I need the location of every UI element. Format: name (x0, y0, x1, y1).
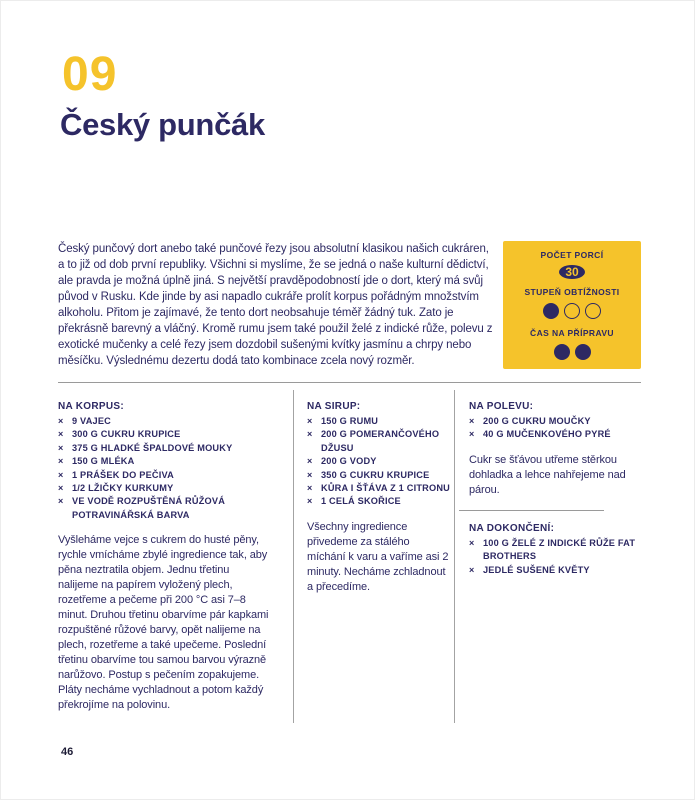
ingredient-item (58, 428, 271, 441)
ingredient-text: 350 G CUKRU KRUPICE (321, 469, 430, 480)
dot-filled-icon (543, 303, 559, 319)
dot-hollow-icon (564, 303, 580, 319)
sirup-ingredient-list (307, 415, 450, 509)
dot-hollow-icon (585, 303, 601, 319)
ingredient-text: 9 VAJEC (72, 416, 112, 426)
ingredient-text: KŮRA I ŠŤÁVA Z 1 CITRONU (321, 483, 450, 494)
dot-filled-icon (575, 344, 591, 360)
ingredient-item (307, 428, 450, 455)
ingredient-text: 200 G POMERANČOVÉHO DŽUSU (321, 429, 440, 453)
column-divider (459, 510, 604, 511)
ingredient-item (58, 482, 271, 495)
ingredient-text: VE VODĚ ROZPUŠTĚNÁ RŮŽOVÁ POTRAVINÁŘSKÁ BARVA (72, 496, 226, 520)
cross-bullet-icon: × (469, 537, 475, 548)
cross-bullet-icon: × (307, 456, 313, 467)
dokonceni-ingredient-list (469, 537, 639, 577)
polevu-heading: NA POLEVU: (469, 401, 534, 412)
ingredient-item (58, 442, 271, 455)
ingredient-item (469, 415, 639, 428)
polevu-method: Cukr se šťávou utřeme stěrkou dohladka a lehce nahřejeme nad párou. (469, 453, 626, 496)
cross-bullet-icon: × (58, 429, 64, 440)
ingredient-text: 1 CELÁ SKOŘICE (321, 496, 401, 507)
cross-bullet-icon: × (469, 564, 475, 575)
ingredient-text: 40 G MUČENKOVÉHO PYRÉ (483, 429, 611, 440)
column-polevu (454, 390, 641, 723)
column-korpus (58, 390, 293, 723)
ingredient-item (469, 537, 639, 564)
ingredient-item (307, 469, 450, 482)
sirup-heading: NA SIRUP: (307, 401, 361, 412)
ingredient-item (307, 455, 450, 468)
dot-filled-icon (554, 344, 570, 360)
korpus-ingredient-list (58, 415, 271, 522)
section-divider (58, 382, 641, 383)
ingredient-item (307, 495, 450, 508)
ingredient-item (58, 455, 271, 468)
cross-bullet-icon: × (58, 469, 64, 480)
ingredient-text: 200 G CUKRU MOUČKY (483, 416, 591, 426)
cross-bullet-icon: × (307, 483, 313, 494)
korpus-heading: NA KORPUS: (58, 401, 124, 412)
cross-bullet-icon: × (58, 456, 64, 467)
servings-badge: 30 (559, 265, 585, 279)
servings-label: POČET PORCÍ (540, 250, 604, 260)
intro-paragraph: Český punčový dort anebo také punčové řezy jsou absolutní klasikou našich cukráren, a to již od dob první republiky. Všichni si myslíme, že se jedná o naše kulturní dědictví, ale pravda je možná úplně jiná. S největší pravděpodobností jde o dort, který má svůj původ v Rusku. Kde jinde by asi napadlo cukráře prolít korpus pořádným množstvím alkoholu. Přitom je zajímavé, že tento dort neobsahuje téměř žádný tuk. Zato je překrásně barevný a vláčný. Kromě rumu jsem také použil želé z indické růže, polevu z exotické mučenky a celé řezy jsem dozdobil sušenými kvítky jasmínu a chrpy nebo měsíčku. Výslednému dezertu dodá tato kombinace zcela nový rozměr. (58, 243, 493, 367)
ingredients-columns (58, 390, 641, 723)
difficulty-dots (543, 303, 601, 319)
ingredient-item (469, 428, 639, 441)
cross-bullet-icon: × (469, 429, 475, 440)
column-sirup (293, 390, 454, 723)
ingredient-item (58, 469, 271, 482)
ingredient-text: 1 PRÁŠEK DO PEČIVA (72, 469, 174, 480)
ingredient-text: 300 G CUKRU KRUPICE (72, 429, 181, 440)
difficulty-label: STUPEŇ OBTÍŽNOSTI (524, 287, 620, 297)
korpus-method: Vyšleháme vejce s cukrem do husté pěny, rychle vmícháme zbylé ingredience tak, aby pěna neztratila objem. Jednu třetinu nalijeme na papírem vyložený plech, rozetřeme a pečeme při 200 °C asi 7–8 minut. Druhou třetinu obarvíme pár kapkami rozpuštěné růžové barvy, opět nalijeme na plech, rozetřeme a také upečeme. Poslední třetinu obarvíme tou samou barvou výrazně narůžovo. Postup s pečením zopakujeme. Pláty necháme vychladnout a potom každý překrojíme na polovinu. (58, 534, 269, 712)
ingredient-item (469, 564, 639, 577)
cross-bullet-icon: × (58, 416, 64, 426)
ingredient-text: 1/2 LŽIČKY KURKUMY (72, 483, 174, 494)
polevu-ingredient-list (469, 415, 639, 442)
prep-time-label: ČAS NA PŘÍPRAVU (530, 328, 614, 338)
cross-bullet-icon: × (307, 469, 313, 480)
ingredient-text: 150 G MLÉKA (72, 456, 135, 467)
ingredient-item (58, 495, 271, 522)
cross-bullet-icon: × (307, 496, 313, 507)
page-title: Český punčák (60, 107, 265, 142)
cross-bullet-icon: × (307, 416, 313, 426)
ingredient-item (58, 415, 271, 428)
ingredient-text: JEDLÉ SUŠENÉ KVĚTY (483, 564, 590, 575)
ingredient-text: 100 G ŽELÉ Z INDICKÉ RŮŽE FAT BROTHERS (483, 537, 636, 562)
sirup-method: Všechny ingredience přivedeme za stálého míchání k varu a vaříme asi 2 minuty. Necháme zchladnout a přecedíme. (307, 520, 449, 593)
page-number: 46 (61, 746, 74, 758)
chapter-number: 09 (62, 48, 118, 101)
cross-bullet-icon: × (307, 429, 313, 440)
ingredient-text: 200 G VODY (321, 456, 377, 467)
cross-bullet-icon: × (58, 442, 64, 453)
dokonceni-heading: NA DOKONČENÍ: (469, 522, 555, 534)
cross-bullet-icon: × (58, 483, 64, 494)
ingredient-item (307, 415, 450, 428)
recipe-info-card (503, 241, 641, 369)
ingredient-text: 150 G RUMU (321, 416, 379, 426)
cross-bullet-icon: × (58, 496, 64, 507)
ingredient-item (307, 482, 450, 495)
ingredient-text: 375 G HLADKÉ ŠPALDOVÉ MOUKY (72, 442, 233, 453)
cross-bullet-icon: × (469, 416, 475, 426)
prep-time-dots (554, 344, 591, 360)
